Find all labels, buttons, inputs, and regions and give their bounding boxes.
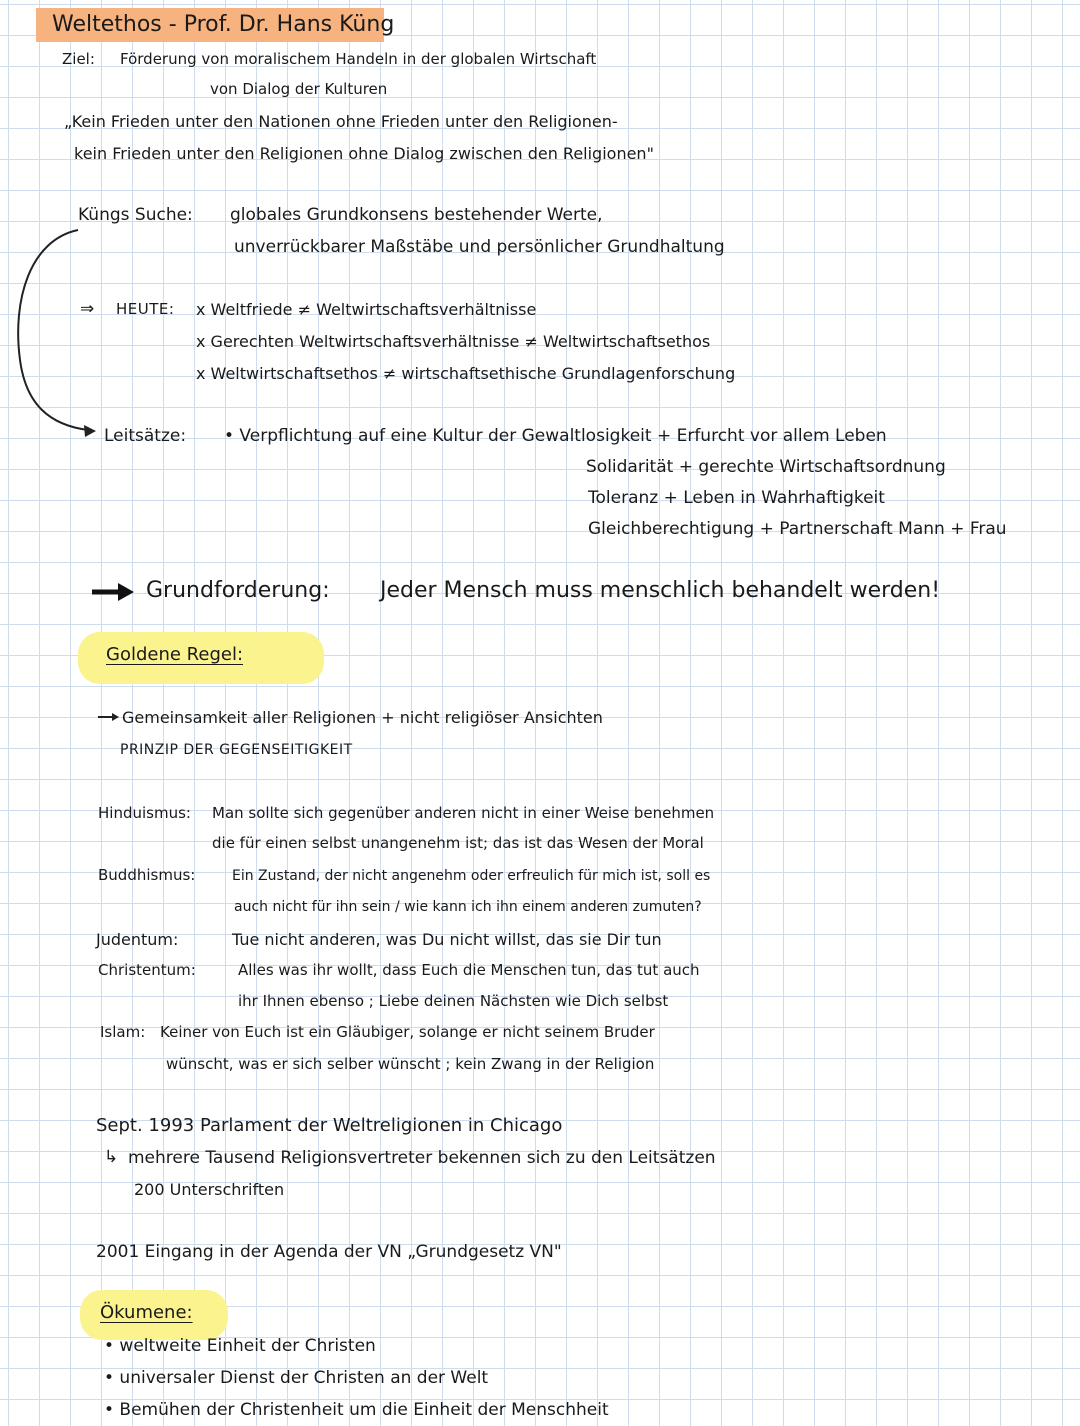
- grundforderung-arrow-icon: [92, 583, 134, 601]
- leitsaetze-label: Leitsätze:: [104, 426, 187, 446]
- parlament-line-3: 200 Unterschriften: [134, 1180, 285, 1199]
- heute-label: HEUTE:: [116, 300, 175, 318]
- christentum-label: Christentum:: [98, 961, 196, 979]
- ziel-label: Ziel:: [62, 50, 95, 68]
- hinduismus-line-2: die für einen selbst unangenehm ist; das ist das Wesen der Moral: [212, 834, 704, 852]
- parlament-arrow-icon: ↳: [104, 1147, 119, 1167]
- parlament-line-1: Sept. 1993 Parlament der Weltreligionen in Chicago: [96, 1115, 563, 1136]
- leitsaetze-line-3: Toleranz + Leben in Wahrhaftigkeit: [588, 488, 885, 508]
- buddhismus-label: Buddhismus:: [98, 866, 196, 884]
- connector-bracket: [18, 230, 88, 430]
- heute-item-3: x Weltwirtschaftsethos ≠ wirtschaftsethische Grundlagenforschung: [196, 364, 736, 383]
- quote-line-2: kein Frieden unter den Religionen ohne Dialog zwischen den Religionen": [74, 144, 654, 163]
- oekumene-item-2: • universaler Dienst der Christen an der Welt: [104, 1368, 489, 1388]
- islam-line-2: wünscht, was er sich selber wünscht ; kein Zwang in der Religion: [166, 1055, 655, 1073]
- leitsaetze-line-1: • Verpflichtung auf eine Kultur der Gewaltlosigkeit + Erfurcht vor allem Leben: [224, 426, 887, 446]
- page-title: Weltethos - Prof. Dr. Hans Küng: [52, 12, 395, 37]
- heute-item-2: x Gerechten Weltwirtschaftsverhältnisse ≠ Weltwirtschaftsethos: [196, 332, 711, 351]
- christentum-line-2: ihr Ihnen ebenso ; Liebe deinen Nächsten wie Dich selbst: [238, 992, 669, 1010]
- connector-arrowhead-icon: [84, 425, 96, 437]
- grundforderung-text: Jeder Mensch muss menschlich behandelt werden!: [380, 578, 941, 603]
- parlament-line-2: mehrere Tausend Religionsvertreter bekennen sich zu den Leitsätzen: [128, 1148, 716, 1168]
- ziel-line-1: Förderung von moralischem Handeln in der globalen Wirtschaft: [120, 50, 597, 68]
- islam-label: Islam:: [100, 1023, 146, 1041]
- buddhismus-line-2: auch nicht für ihn sein / wie kann ich ihn einem anderen zumuten?: [234, 899, 702, 915]
- leitsaetze-line-4: Gleichberechtigung + Partnerschaft Mann + Frau: [588, 519, 1007, 539]
- hinduismus-label: Hinduismus:: [98, 804, 191, 822]
- judentum-line-1: Tue nicht anderen, was Du nicht willst, das sie Dir tun: [232, 930, 662, 949]
- goldene-regel-title: Goldene Regel:: [106, 644, 244, 665]
- kueng-label: Küngs Suche:: [78, 205, 193, 225]
- islam-line-1: Keiner von Euch ist ein Gläubiger, solange er nicht seinem Bruder: [160, 1023, 655, 1041]
- ziel-line-2: von Dialog der Kulturen: [210, 80, 388, 98]
- goldene-regel-line-1: Gemeinsamkeit aller Religionen + nicht religiöser Ansichten: [122, 708, 603, 727]
- buddhismus-line-1: Ein Zustand, der nicht angenehm oder erfreulich für mich ist, soll es: [232, 868, 711, 884]
- kueng-line-1: globales Grundkonsens bestehender Werte,: [230, 205, 603, 225]
- heute-item-1: x Weltfriede ≠ Weltwirtschaftsverhältnisse: [196, 300, 537, 319]
- hinduismus-line-1: Man sollte sich gegenüber anderen nicht in einer Weise benehmen: [212, 804, 715, 822]
- leitsaetze-line-2: Solidarität + gerechte Wirtschaftsordnung: [586, 457, 946, 477]
- christentum-line-1: Alles was ihr wollt, dass Euch die Menschen tun, das tut auch: [238, 961, 700, 979]
- quote-line-1: „Kein Frieden unter den Nationen ohne Frieden unter den Religionen-: [64, 112, 618, 131]
- oekumene-item-1: • weltweite Einheit der Christen: [104, 1336, 376, 1356]
- judentum-label: Judentum:: [96, 930, 179, 949]
- goldene-regel-arrow-icon: [98, 713, 119, 721]
- agenda-text: 2001 Eingang in der Agenda der VN „Grundgesetz VN": [96, 1242, 562, 1262]
- oekumene-title: Ökumene:: [100, 1302, 193, 1323]
- goldene-regel-line-2: PRINZIP DER GEGENSEITIGKEIT: [120, 742, 353, 758]
- kueng-line-2: unverrückbarer Maßstäbe und persönlicher Grundhaltung: [234, 237, 725, 257]
- oekumene-item-3: • Bemühen der Christenheit um die Einheit der Menschheit: [104, 1400, 609, 1420]
- heute-arrow-icon: ⇒: [80, 299, 95, 319]
- grundforderung-label: Grundforderung:: [146, 578, 330, 603]
